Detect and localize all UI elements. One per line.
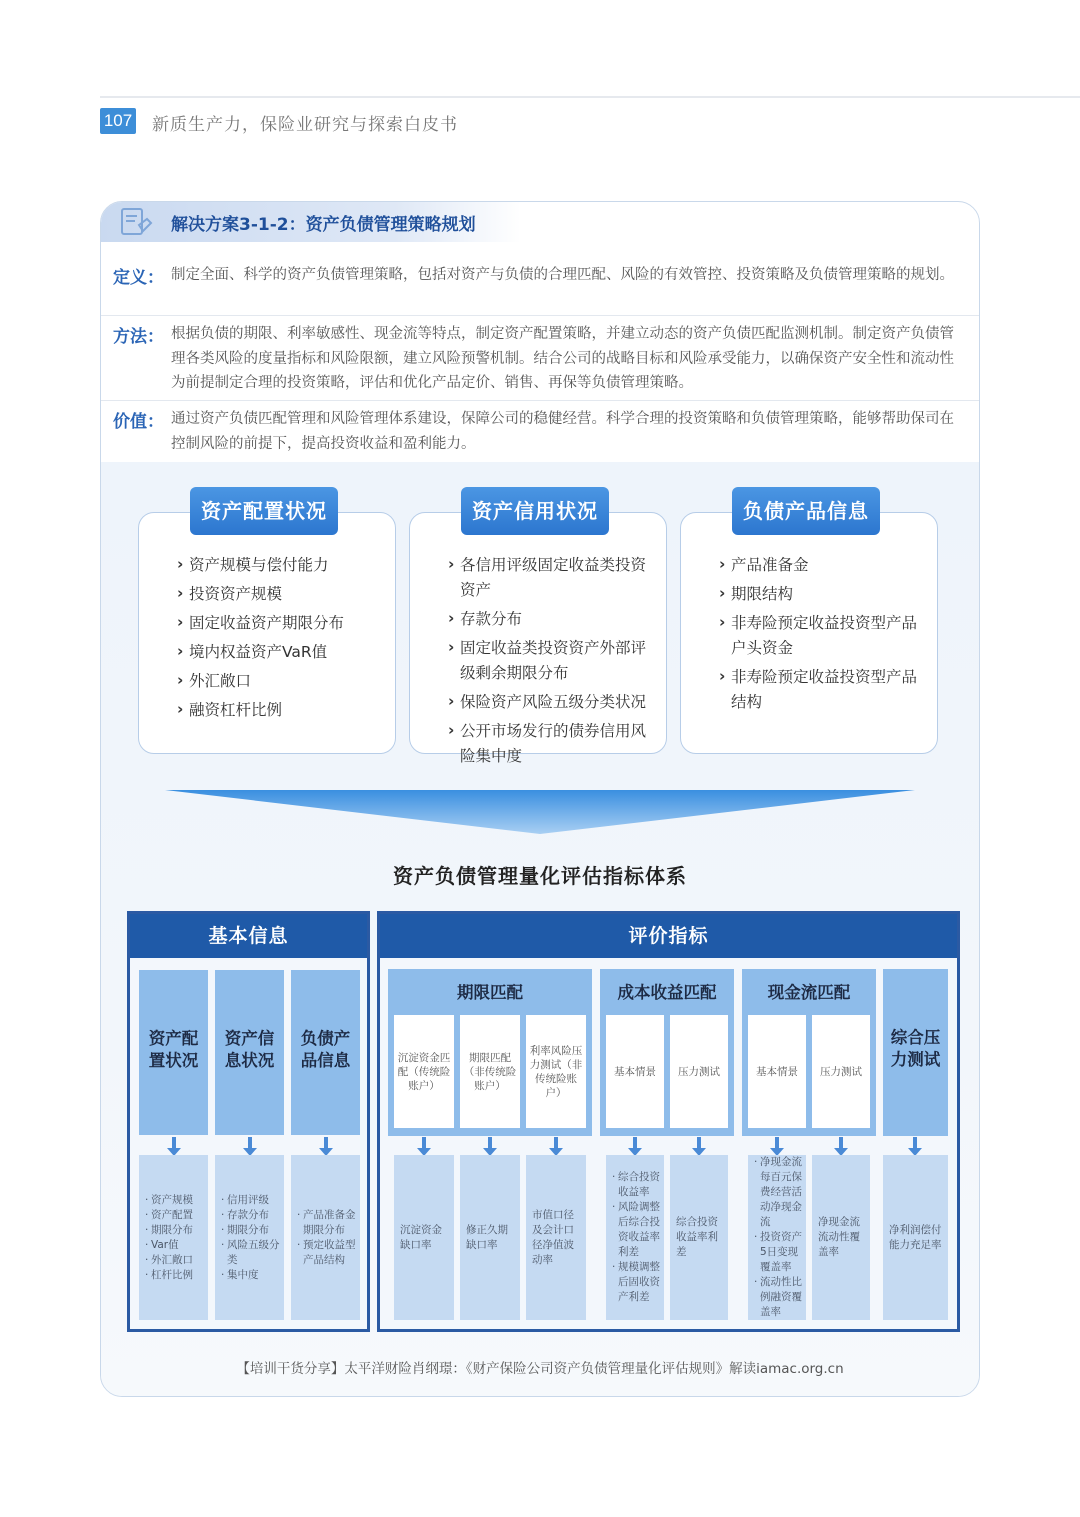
sub-criterion: 期限匹配（非传统险账户） [460,1015,520,1128]
basic-detail-list [215,1155,284,1320]
detail-item: · Var值 [145,1238,204,1253]
info-list [448,553,652,773]
value-text: 通过资产负债匹配管理和风险管理体系建设，保障公司的稳健经营。科学合理的投资策略和负债管理策略，能够帮助保司在控制风险的前提下，提高投资收益和盈利能力。 [171,411,954,452]
page-number: 107 [100,108,136,134]
method-row [113,322,963,397]
detail-item: · 期限分布 [221,1223,280,1238]
basic-info-header: 基本信息 [130,914,367,958]
info-box-title: 资产配置状况 [190,487,338,535]
document-icon [119,207,153,237]
metric-text: 沉淀资金缺口率 [400,1223,442,1251]
group-term-matching [388,969,592,1136]
list-item: › 公开市场发行的债券信用风险集中度 [448,719,652,769]
group-cost-return-matching [600,969,734,1136]
column-label: 综合压力测试 [890,1028,941,1069]
metric-box [460,1155,520,1320]
info-box-title: 负债产品信息 [732,487,880,535]
metric-item: · 投资资产5日变现覆盖率 [754,1230,802,1275]
method-text: 根据负债的期限、利率敏感性、现金流等特点，制定资产配置策略，并建立动态的资产负债匹配监测机制。制定资产负债管理各类风险的度量指标和风险限额，建立风险预警机制。结合公司的战略目标和风险承受能力，以确保资产安全性和流动性为前提制定合理的投资策略，评估和优化产品定价、销售、再保等负债管理策略。 [171,326,954,391]
list-item: › 非寿险预定收益投资型产品结构 [719,665,923,715]
metric-text: 净现金流流动性覆盖率 [818,1216,860,1258]
detail-item: · 集中度 [221,1268,280,1283]
column-label: 负债产品信息 [300,1029,351,1070]
metric-box [812,1155,870,1320]
sub-criterion: 压力测试 [812,1015,870,1128]
metric-item: · 净现金流每百元保费经营活动净现金流 [754,1155,802,1230]
detail-item: · 资产配置 [145,1208,204,1223]
sub-criterion: 利率风险压力测试（非传统险账户） [526,1015,586,1128]
metric-box [526,1155,586,1320]
metric-item: · 流动性比例融资覆盖率 [754,1275,802,1320]
book-title: 新质生产力，保险业研究与探索白皮书 [152,115,458,135]
list-item: › 保险资产风险五级分类状况 [448,690,652,715]
detail-item: · 期限分布 [145,1223,204,1238]
detail-item: · 风险五级分类 [221,1238,280,1268]
value-label: 价值： [113,412,164,432]
evaluation-header: 评价指标 [380,914,957,958]
basic-col-asset-info [215,970,284,1135]
metric-item: · 风险调整后综合投资收益率利差 [612,1200,660,1260]
column-label: 资产配置状况 [148,1029,199,1070]
basic-info-panel [127,911,370,1332]
list-item: › 各信用评级固定收益类投资资产 [448,553,652,603]
funnel-arrow [165,790,915,834]
card-header [101,202,521,242]
info-box-title: 资产信用状况 [461,487,609,535]
comprehensive-stress-test [883,969,948,1136]
metric-box [883,1155,948,1320]
info-list [177,553,381,727]
list-item: › 固定收益类投资资产外部评级剩余期限分布 [448,636,652,686]
evaluation-panel [377,911,960,1332]
list-item: › 境内权益资产VaR值 [177,640,381,665]
detail-item: · 资产规模 [145,1193,204,1208]
metric-text: 综合投资收益率利差 [676,1216,718,1258]
definition-text: 制定全面、科学的资产负债管理策略，包括对资产与负债的合理匹配、风险的有效管控、投资策略及负债管理策略的规划。 [171,267,954,283]
metric-text: 净利润偿付能力充足率 [889,1223,942,1251]
metric-text: 市值口径及会计口径净值波动率 [532,1208,574,1266]
info-box-liability-product [680,512,938,754]
metric-box [394,1155,454,1320]
metric-list [606,1155,664,1320]
value-row [113,407,963,457]
metric-item: · 综合投资收益率 [612,1170,660,1200]
info-box-asset-allocation [138,512,396,754]
list-item: › 产品准备金 [719,553,923,578]
info-list [719,553,923,719]
basic-col-asset-allocation [139,970,208,1135]
list-item: › 非寿险预定收益投资型产品户头资金 [719,611,923,661]
list-item: › 融资杠杆比例 [177,698,381,723]
metric-item: · 规模调整后固收资产利差 [612,1260,660,1305]
list-item: › 存款分布 [448,607,652,632]
sub-criterion: 基本情景 [606,1015,664,1128]
list-item: › 资产规模与偿付能力 [177,553,381,578]
list-item: › 期限结构 [719,582,923,607]
system-title: 资产负债管理量化评估指标体系 [393,864,687,888]
basic-detail-list [139,1155,208,1320]
sub-criterion: 沉淀资金匹配（传统险账户） [394,1015,454,1128]
detail-item: · 产品准备金期限分布 [297,1208,356,1238]
detail-item: · 杠杆比例 [145,1268,204,1283]
list-item: › 固定收益资产期限分布 [177,611,381,636]
solution-title: 解决方案3-1-2：资产负债管理策略规划 [171,215,476,235]
divider [101,315,979,316]
list-item: › 投资资产规模 [177,582,381,607]
detail-item: · 信用评级 [221,1193,280,1208]
sub-criterion: 基本情景 [748,1015,806,1128]
sub-criterion: 压力测试 [670,1015,728,1128]
metric-box [670,1155,728,1320]
divider [101,400,979,401]
group-cashflow-matching [742,969,876,1136]
definition-label: 定义： [113,268,164,288]
metric-text: 修正久期缺口率 [466,1223,508,1251]
basic-col-liability [291,970,360,1135]
column-label: 资产信息状况 [224,1029,275,1070]
detail-item: · 存款分布 [221,1208,280,1223]
group-title: 成本收益匹配 [617,983,717,1002]
list-item: › 外汇敞口 [177,669,381,694]
detail-item: · 预定收益型产品结构 [297,1238,356,1268]
source-caption: 【培训干货分享】太平洋财险肖纲璟：《财产保险公司资产负债管理量化评估规则》解读iamac.org.cn [236,1361,844,1377]
group-title: 期限匹配 [457,983,523,1002]
info-box-asset-credit [409,512,667,765]
header-rule [100,96,1080,98]
group-title: 现金流匹配 [767,983,851,1002]
metric-list [748,1155,806,1320]
detail-item: · 外汇敞口 [145,1253,204,1268]
method-label: 方法： [113,327,164,347]
basic-detail-list [291,1155,360,1320]
definition-row [113,263,963,313]
